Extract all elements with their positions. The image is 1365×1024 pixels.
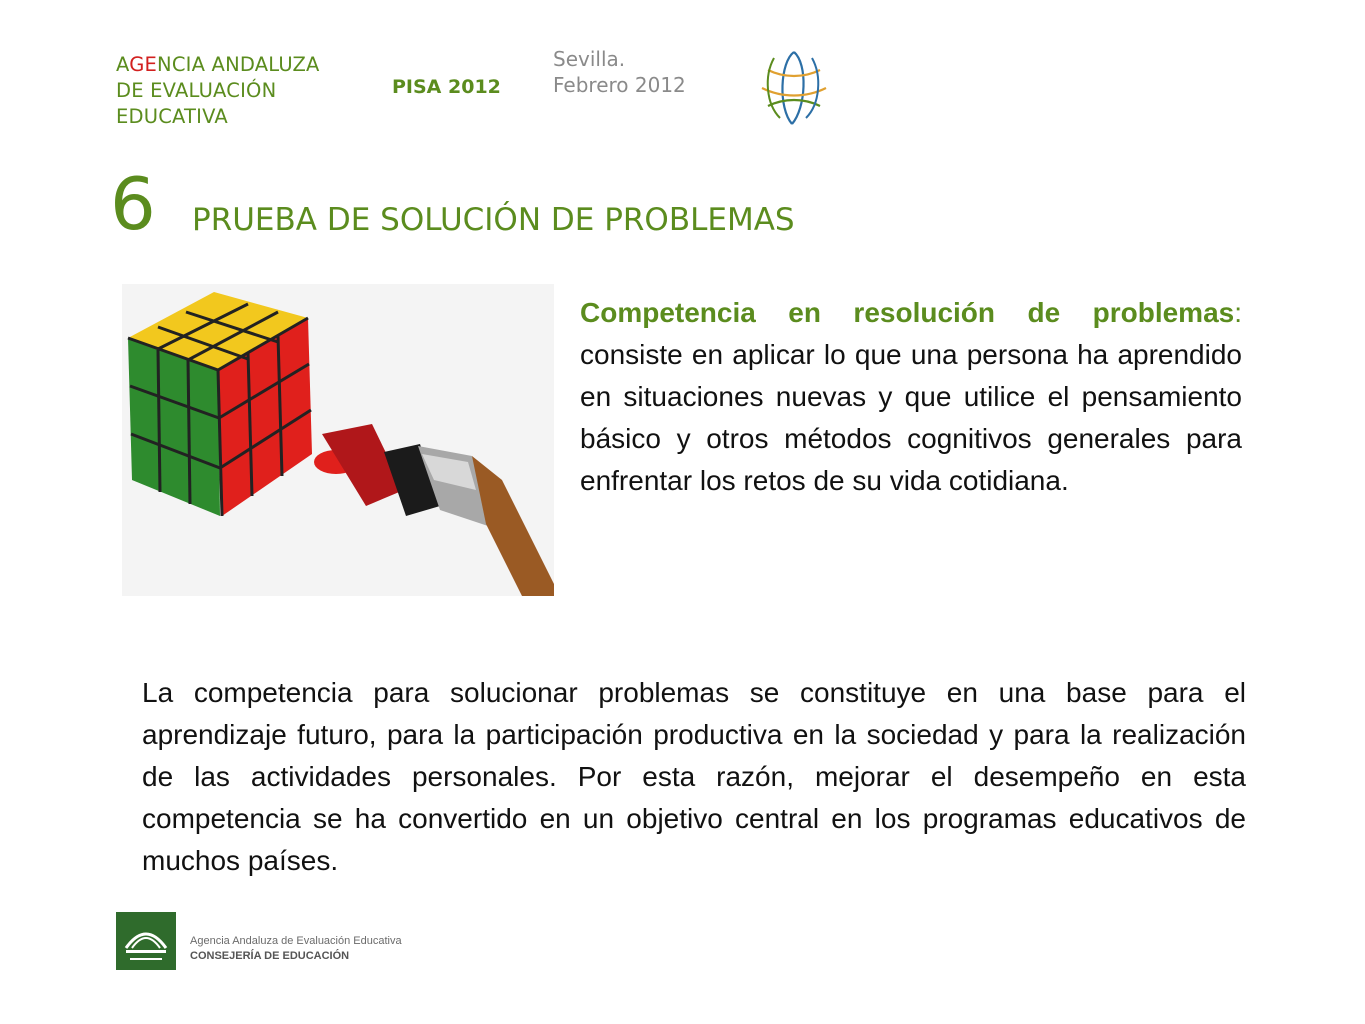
place-label: Sevilla. [553,47,626,71]
agency-line-1-a: A [116,53,130,76]
footer-line-1: Agencia Andaluza de Evaluación Educativa [190,935,402,947]
agency-line-1-e: E [144,53,158,76]
agency-line-1-g: G [129,53,145,76]
junta-de-andalucia-logo-icon [116,912,176,970]
footer-text [190,934,402,964]
agency-line-2: DE EVALUACIÓN [116,79,277,102]
agency-line-1 [116,52,320,78]
agency-name [116,52,320,130]
agency-line-3: EDUCATIVA [116,105,228,128]
definition-body: consiste en aplicar lo que una persona ha aprendido en situaciones nuevas y que utilice el pensamiento básico y otros métodos cognitivos generales para enfrentar los retos de su vida cotidiana. [580,339,1242,496]
place-date [553,46,686,98]
footer-line-2: CONSEJERÍA DE EDUCACIÓN [190,950,350,962]
section-number: 6 [110,162,156,246]
definition-term: Competencia en resolución de problemas [580,297,1235,328]
pisa-label: PISA 2012 [392,76,501,98]
rubik-cube-paintbrush-photo [122,284,554,596]
date-label: Febrero 2012 [553,73,686,97]
section-title: PRUEBA DE SOLUCIÓN DE PROBLEMAS [192,202,795,238]
agency-line-1-rest: NCIA ANDALUZA [157,53,320,76]
definition-colon: : [1234,297,1242,328]
globe-logo-icon [754,48,830,126]
definition-text [580,292,1242,502]
body-paragraph: La competencia para solucionar problemas se constituye en una base para el aprendizaje futuro, para la participación productiva en la sociedad y para la realización de las actividades personales. Por esta razón, mejorar el desempeño en esta competencia se ha convertido en un objetivo central en los programas educativos de muchos países. [142,677,1246,876]
